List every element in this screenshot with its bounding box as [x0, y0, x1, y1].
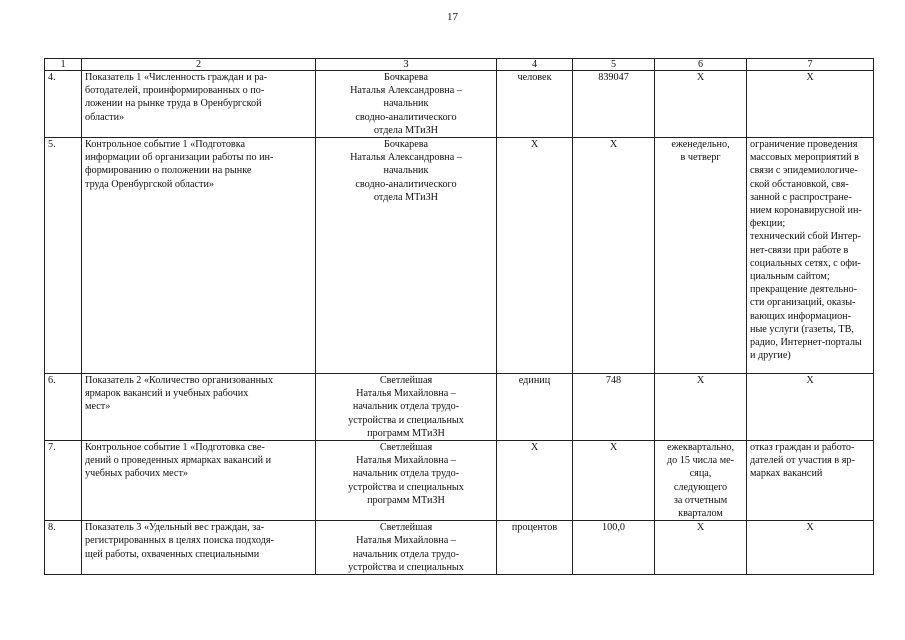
- value-cell: 100,0: [573, 521, 655, 575]
- table-row: [45, 374, 874, 441]
- table-row: [45, 521, 874, 575]
- table-row: [45, 441, 874, 521]
- unit-cell: Х: [497, 441, 573, 521]
- risks-cell: ограничение проведения массовых мероприятий в связи с эпидемиологиче- ской обстановкой, свя- занной с распростране- нием коронавирусной ин- фекции; технический сбой Интер- нет-связи при работе в социальных сетях, с офи- циальным сайтом; прекращение деятельно- сти организаций, оказы- вающих информацион- ные услуги (газеты, ТВ, радио, Интернет-порталы и другие): [747, 138, 874, 374]
- value-cell: 748: [573, 374, 655, 441]
- plan-table: [44, 58, 874, 575]
- page-number: 17: [447, 11, 458, 23]
- responsible-cell: Светлейшая Наталья Михайловна – начальник отдела трудо- устройства и специальных: [316, 521, 497, 575]
- col-header: 4: [497, 59, 573, 71]
- indicator-cell: Показатель 1 «Численность граждан и ра- ботодателей, проинформированных о по- ложении на рынке труда в Оренбургской области»: [82, 71, 316, 138]
- col-header: 3: [316, 59, 497, 71]
- responsible-cell: Светлейшая Наталья Михайловна – начальник отдела трудо- устройства и специальных программ МТиЗН: [316, 441, 497, 521]
- responsible-cell: Светлейшая Наталья Михайловна – начальник отдела трудо- устройства и специальных программ МТиЗН: [316, 374, 497, 441]
- risks-cell: Х: [747, 521, 874, 575]
- period-cell: Х: [655, 521, 747, 575]
- risks-cell: Х: [747, 374, 874, 441]
- value-cell: Х: [573, 441, 655, 521]
- col-header: 5: [573, 59, 655, 71]
- value-cell: 839047: [573, 71, 655, 138]
- table-row: [45, 71, 874, 138]
- period-cell: Х: [655, 71, 747, 138]
- responsible-cell: Бочкарева Наталья Александровна – начальник сводно-аналитического отдела МТиЗН: [316, 138, 497, 374]
- period-cell: Х: [655, 374, 747, 441]
- period-cell: ежеквартально, до 15 числа ме- сяца, следующего за отчетным кварталом: [655, 441, 747, 521]
- value-cell: Х: [573, 138, 655, 374]
- col-header: 1: [45, 59, 82, 71]
- col-header: 2: [82, 59, 316, 71]
- row-number: 6.: [45, 374, 82, 441]
- unit-cell: Х: [497, 138, 573, 374]
- table-row: [45, 138, 874, 374]
- row-number: 5.: [45, 138, 82, 374]
- responsible-cell: Бочкарева Наталья Александровна – начальник сводно-аналитического отдела МТиЗН: [316, 71, 497, 138]
- row-number: 8.: [45, 521, 82, 575]
- unit-cell: единиц: [497, 374, 573, 441]
- period-cell: еженедельно, в четверг: [655, 138, 747, 374]
- unit-cell: процентов: [497, 521, 573, 575]
- row-number: 7.: [45, 441, 82, 521]
- risks-cell: отказ граждан и работо- дателей от участия в яр- марках вакансий: [747, 441, 874, 521]
- indicator-cell: Показатель 2 «Количество организованных ярмарок вакансий и учебных рабочих мест»: [82, 374, 316, 441]
- header-row: [45, 59, 874, 71]
- col-header: 7: [747, 59, 874, 71]
- indicator-cell: Показатель 3 «Удельный вес граждан, за- регистрированных в целях поиска подходя- щей работы, охваченных специальными: [82, 521, 316, 575]
- unit-cell: человек: [497, 71, 573, 138]
- indicator-cell: Контрольное событие 1 «Подготовка информации об организации работы по ин- формированию о положении на рынке труда Оренбургской области»: [82, 138, 316, 374]
- col-header: 6: [655, 59, 747, 71]
- risks-cell: Х: [747, 71, 874, 138]
- row-number: 4.: [45, 71, 82, 138]
- indicator-cell: Контрольное событие 1 «Подготовка све- дений о проведенных ярмарках вакансий и учебных рабочих мест»: [82, 441, 316, 521]
